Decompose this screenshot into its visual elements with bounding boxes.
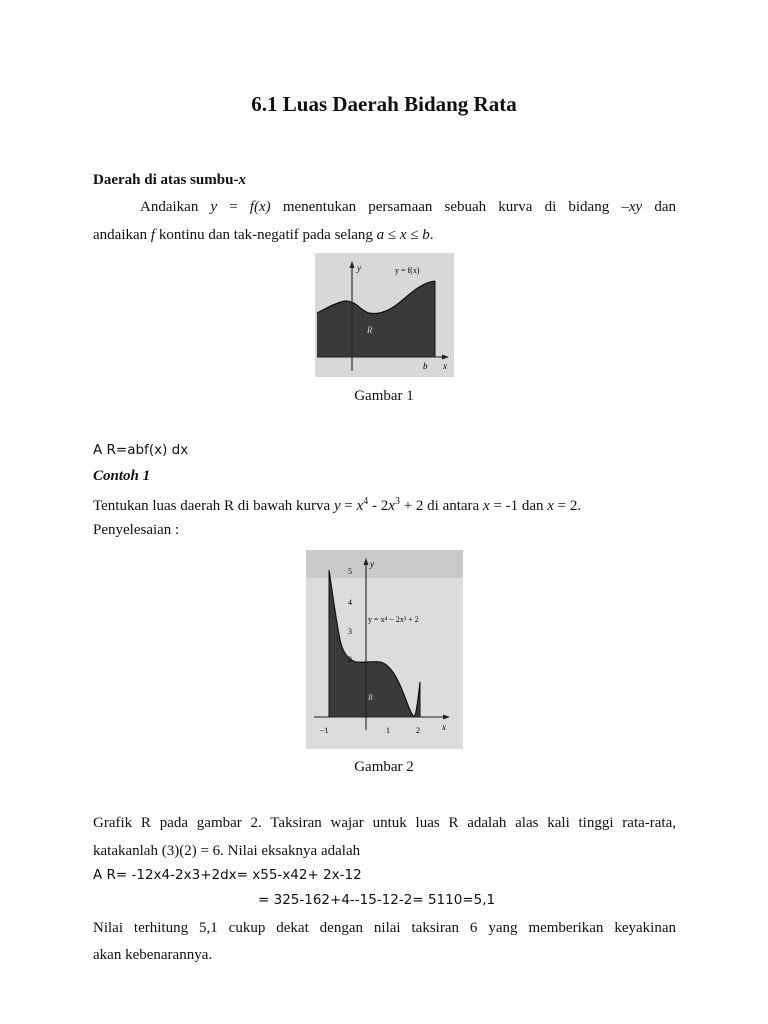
figure-1-curve-label: y = f(x) — [395, 266, 420, 275]
figure-2-y-tick-2: 2 — [348, 655, 352, 664]
discussion-line-2: katakanlah (3)(2) = 6. Nilai eksaknya adalah — [93, 843, 361, 859]
figure-1-graph — [315, 253, 454, 377]
section-heading-var: x — [238, 172, 246, 188]
figure-2-x-tick-neg1: −1 — [320, 726, 329, 735]
figure-2-y-tick-4: 4 — [348, 598, 352, 607]
intro-line-2: andaikan f kontinu dan tak-negatif pada selang a ≤ x ≤ b. — [93, 227, 434, 243]
figure-1-b-label: b — [423, 361, 428, 371]
conclusion-line-1: Nilai terhitung 5,1 cukup dekat dengan nilai taksiran 6 yang memberikan keyakinan — [93, 920, 676, 936]
figure-2-x-label: x — [442, 722, 446, 732]
conclusion-line-2: akan kebenarannya. — [93, 947, 213, 963]
figure-1-x-label: x — [443, 361, 447, 371]
intro-line-1: Andaikan y = f(x) menentukan persamaan sebuah kurva di bidang –xy dan — [140, 199, 676, 215]
section-heading — [93, 172, 246, 189]
figure-1-y-label: y — [357, 263, 361, 273]
figure-2-x-tick-1: 1 — [386, 726, 390, 735]
figure-2-curve-label: y = x⁴ − 2x³ + 2 — [368, 615, 419, 624]
formula-2: A R= -12x4-2x3+2dx= x55-x42+ 2x-12 — [93, 867, 362, 883]
figure-2-y-label: y — [370, 559, 374, 569]
formula-1: A R=abf(x) dx — [93, 442, 189, 458]
figure-2-graph — [306, 550, 463, 749]
solution-label: Penyelesaian : — [93, 522, 180, 538]
discussion-line-1: Grafik R pada gambar 2. Taksiran wajar untuk luas R adalah alas kali tinggi rata-rata, — [93, 815, 676, 831]
figure-1-caption: Gambar 1 — [354, 388, 414, 404]
formula-3: = 325-162+4--15-12-2= 5110=5,1 — [258, 892, 496, 908]
figure-2-region-label: R — [368, 693, 373, 702]
figure-1-region-label: R — [367, 325, 373, 335]
figure-2-y-tick-5: 5 — [348, 567, 352, 576]
page-title: 6.1 Luas Daerah Bidang Rata — [251, 92, 517, 116]
example-problem: Tentukan luas daerah R di bawah kurva $y = x^4 - 2x^3 + 2$ di antara x = -1 dan x = 2. — [93, 496, 582, 514]
figure-2-y-tick-3: 3 — [348, 627, 352, 636]
figure-2-x-tick-2: 2 — [416, 726, 420, 735]
example-heading: Contoh 1 — [93, 468, 151, 484]
section-heading-text: Daerah di atas sumbu- — [93, 172, 239, 188]
figure-2-caption: Gambar 2 — [354, 759, 414, 775]
